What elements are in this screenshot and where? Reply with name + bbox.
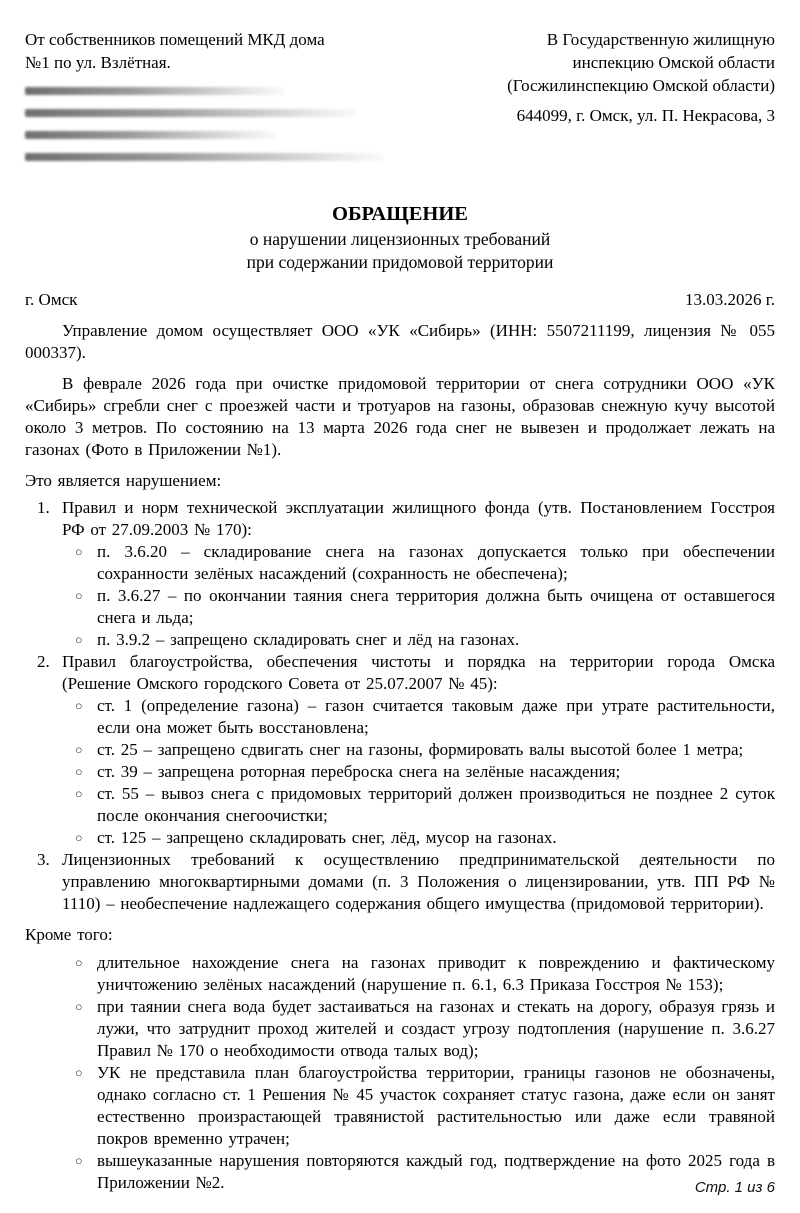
circle-bullet-icon: ○ (75, 787, 83, 801)
list-number: 1. (37, 498, 50, 517)
meta-row (25, 289, 775, 311)
additional-intro: Кроме того: (25, 925, 113, 944)
recipient-line-2: инспекцию Омской области (572, 53, 775, 72)
violation-subitem-text: ст. 55 – вывоз снега с придомовых территорий должен производиться не позднее 2 суток после окончания снегоочистки; (97, 784, 775, 825)
violation-item-2-text: Правил благоустройства, обеспечения чистоты и порядка на территории города Омска (Решение Омского городского Совета от 25.07.2007 № 45): (62, 652, 775, 693)
violation-subitem-text: ст. 39 – запрещена роторная переброска снега на зелёные насаждения; (97, 762, 621, 781)
recipient-line-3: (Госжилинспекцию Омской области) (507, 76, 775, 95)
violation-item-3-text: Лицензионных требований к осуществлению предпринимательской деятельности по управлению многоквартирными домами (п. 3 Положения о лицензировании, утв. ПП РФ № 1110) – необеспечение надлежащего содержания общего имущества (придомовой территории). (62, 850, 775, 913)
violation-subitem (62, 739, 775, 761)
circle-bullet-icon: ○ (75, 765, 83, 779)
circle-bullet-icon: ○ (75, 699, 83, 713)
recipient-address: 644099, г. Омск, ул. П. Некрасова, 3 (516, 106, 775, 125)
sender-block (25, 28, 385, 175)
page-number: Стр. 1 из 6 (694, 1179, 775, 1196)
additional-item (25, 1150, 775, 1194)
paragraph-management: Управление домом осуществляет ООО «УК «Сибирь» (ИНН: 5507211199, лицензия № 055 000337). (25, 321, 775, 362)
circle-bullet-icon: ○ (75, 545, 83, 559)
violation-subitem (62, 629, 775, 651)
circle-bullet-icon: ○ (75, 1154, 83, 1168)
document-subtitle-line-2: при содержании придомовой территории (246, 252, 554, 272)
redacted-line (25, 153, 383, 161)
document-header (25, 28, 775, 175)
circle-bullet-icon: ○ (75, 1000, 83, 1014)
additional-item-text: при таянии снега вода будет застаиваться на газонах и стекать на дорогу, образуя грязь и лужи, что затруднит проход жителей и создаст угрозу подтопления (нарушение п. 3.6.27 Правил № 170 о необходимости отвода талых вод); (97, 997, 775, 1060)
violation-subitem-text: ст. 25 – запрещено сдвигать снег на газоны, формировать валы высотой более 1 метра; (97, 740, 744, 759)
violation-subitem-text: п. 3.6.20 – складирование снега на газонах допускается только при обеспечении сохранности зелёных насаждений (сохранность не обеспечена); (97, 542, 775, 583)
recipient-line-1: В Государственную жилищную (546, 30, 775, 49)
violation-subitem-text: ст. 1 (определение газона) – газон считается таковым даже при утрате растительности, если она может быть восстановлена; (97, 696, 775, 737)
violation-item-1 (25, 497, 775, 651)
violation-subitem (62, 783, 775, 827)
redacted-block (25, 87, 385, 161)
violation-item-3 (25, 849, 775, 915)
redacted-line (25, 109, 355, 117)
circle-bullet-icon: ○ (75, 743, 83, 757)
additional-item-text: УК не представила план благоустройства территории, границы газонов не обозначены, однако согласно ст. 1 Решения № 45 участок сохраняет статус газона, даже если он занят естественно произрастающей травянистой растительностью или даже если травяной покров временно утрачен; (97, 1063, 775, 1148)
document-title: ОБРАЩЕНИЕ (332, 203, 468, 225)
paragraph-incident: В феврале 2026 года при очистке придомовой территории от снега сотрудники ООО «УК «Сибирь» сгребли снег с проезжей части и тротуаров на газоны, образовав снежную кучу высотой около 3 метров. По состоянию на 13 марта 2026 года снег не вывезен и продолжает лежать на газонах (Фото в Приложении №1). (25, 374, 775, 459)
redacted-line (25, 131, 276, 139)
redacted-line (25, 87, 285, 95)
circle-bullet-icon: ○ (75, 589, 83, 603)
document-subtitle-line-1: о нарушении лицензионных требований (249, 229, 551, 249)
recipient-block (425, 28, 775, 127)
violation-item-1-content (62, 497, 775, 651)
violation-subitem-text: п. 3.6.27 – по окончании таяния снега территория должна быть очищена от оставшегося снега и льда; (97, 586, 775, 627)
sender-line-2: №1 по ул. Взлётная. (25, 53, 171, 72)
violations-list (25, 497, 775, 915)
violation-item-3-content (62, 849, 775, 915)
list-number: 2. (37, 652, 50, 671)
violation-item-2-content (62, 651, 775, 849)
additional-item-text: длительное нахождение снега на газонах приводит к повреждению и фактическому уничтожению зелёных насаждений (нарушение п. 6.1, 6.3 Приказа Госстроя № 153); (97, 953, 775, 994)
additional-list (25, 952, 775, 1194)
violation-subitem (62, 541, 775, 585)
additional-item (25, 996, 775, 1062)
violation-subitem (62, 695, 775, 739)
circle-bullet-icon: ○ (75, 633, 83, 647)
additional-item (25, 1062, 775, 1150)
violation-subitem (62, 827, 775, 849)
violations-intro: Это является нарушением: (25, 471, 222, 490)
date-label: 13.03.2026 г. (684, 290, 775, 309)
city-label: г. Омск (25, 290, 78, 309)
violation-item-1-text: Правил и норм технической эксплуатации жилищного фонда (утв. Постановлением Госстроя РФ от 27.09.2003 № 170): (62, 498, 775, 539)
violation-item-2 (25, 651, 775, 849)
list-number: 3. (37, 850, 50, 869)
violation-subitem-text: ст. 125 – запрещено складировать снег, лёд, мусор на газонах. (97, 828, 557, 847)
circle-bullet-icon: ○ (75, 1066, 83, 1080)
violation-subitem (62, 761, 775, 783)
violation-subitem (62, 585, 775, 629)
circle-bullet-icon: ○ (75, 956, 83, 970)
violation-subitem-text: п. 3.9.2 – запрещено складировать снег и лёд на газонах. (97, 630, 520, 649)
additional-item-text: вышеуказанные нарушения повторяются каждый год, подтверждение на фото 2025 года в Приложении №2. (97, 1151, 775, 1192)
sender-line-1: От собственников помещений МКД дома (25, 30, 325, 49)
circle-bullet-icon: ○ (75, 831, 83, 845)
additional-item (25, 952, 775, 996)
